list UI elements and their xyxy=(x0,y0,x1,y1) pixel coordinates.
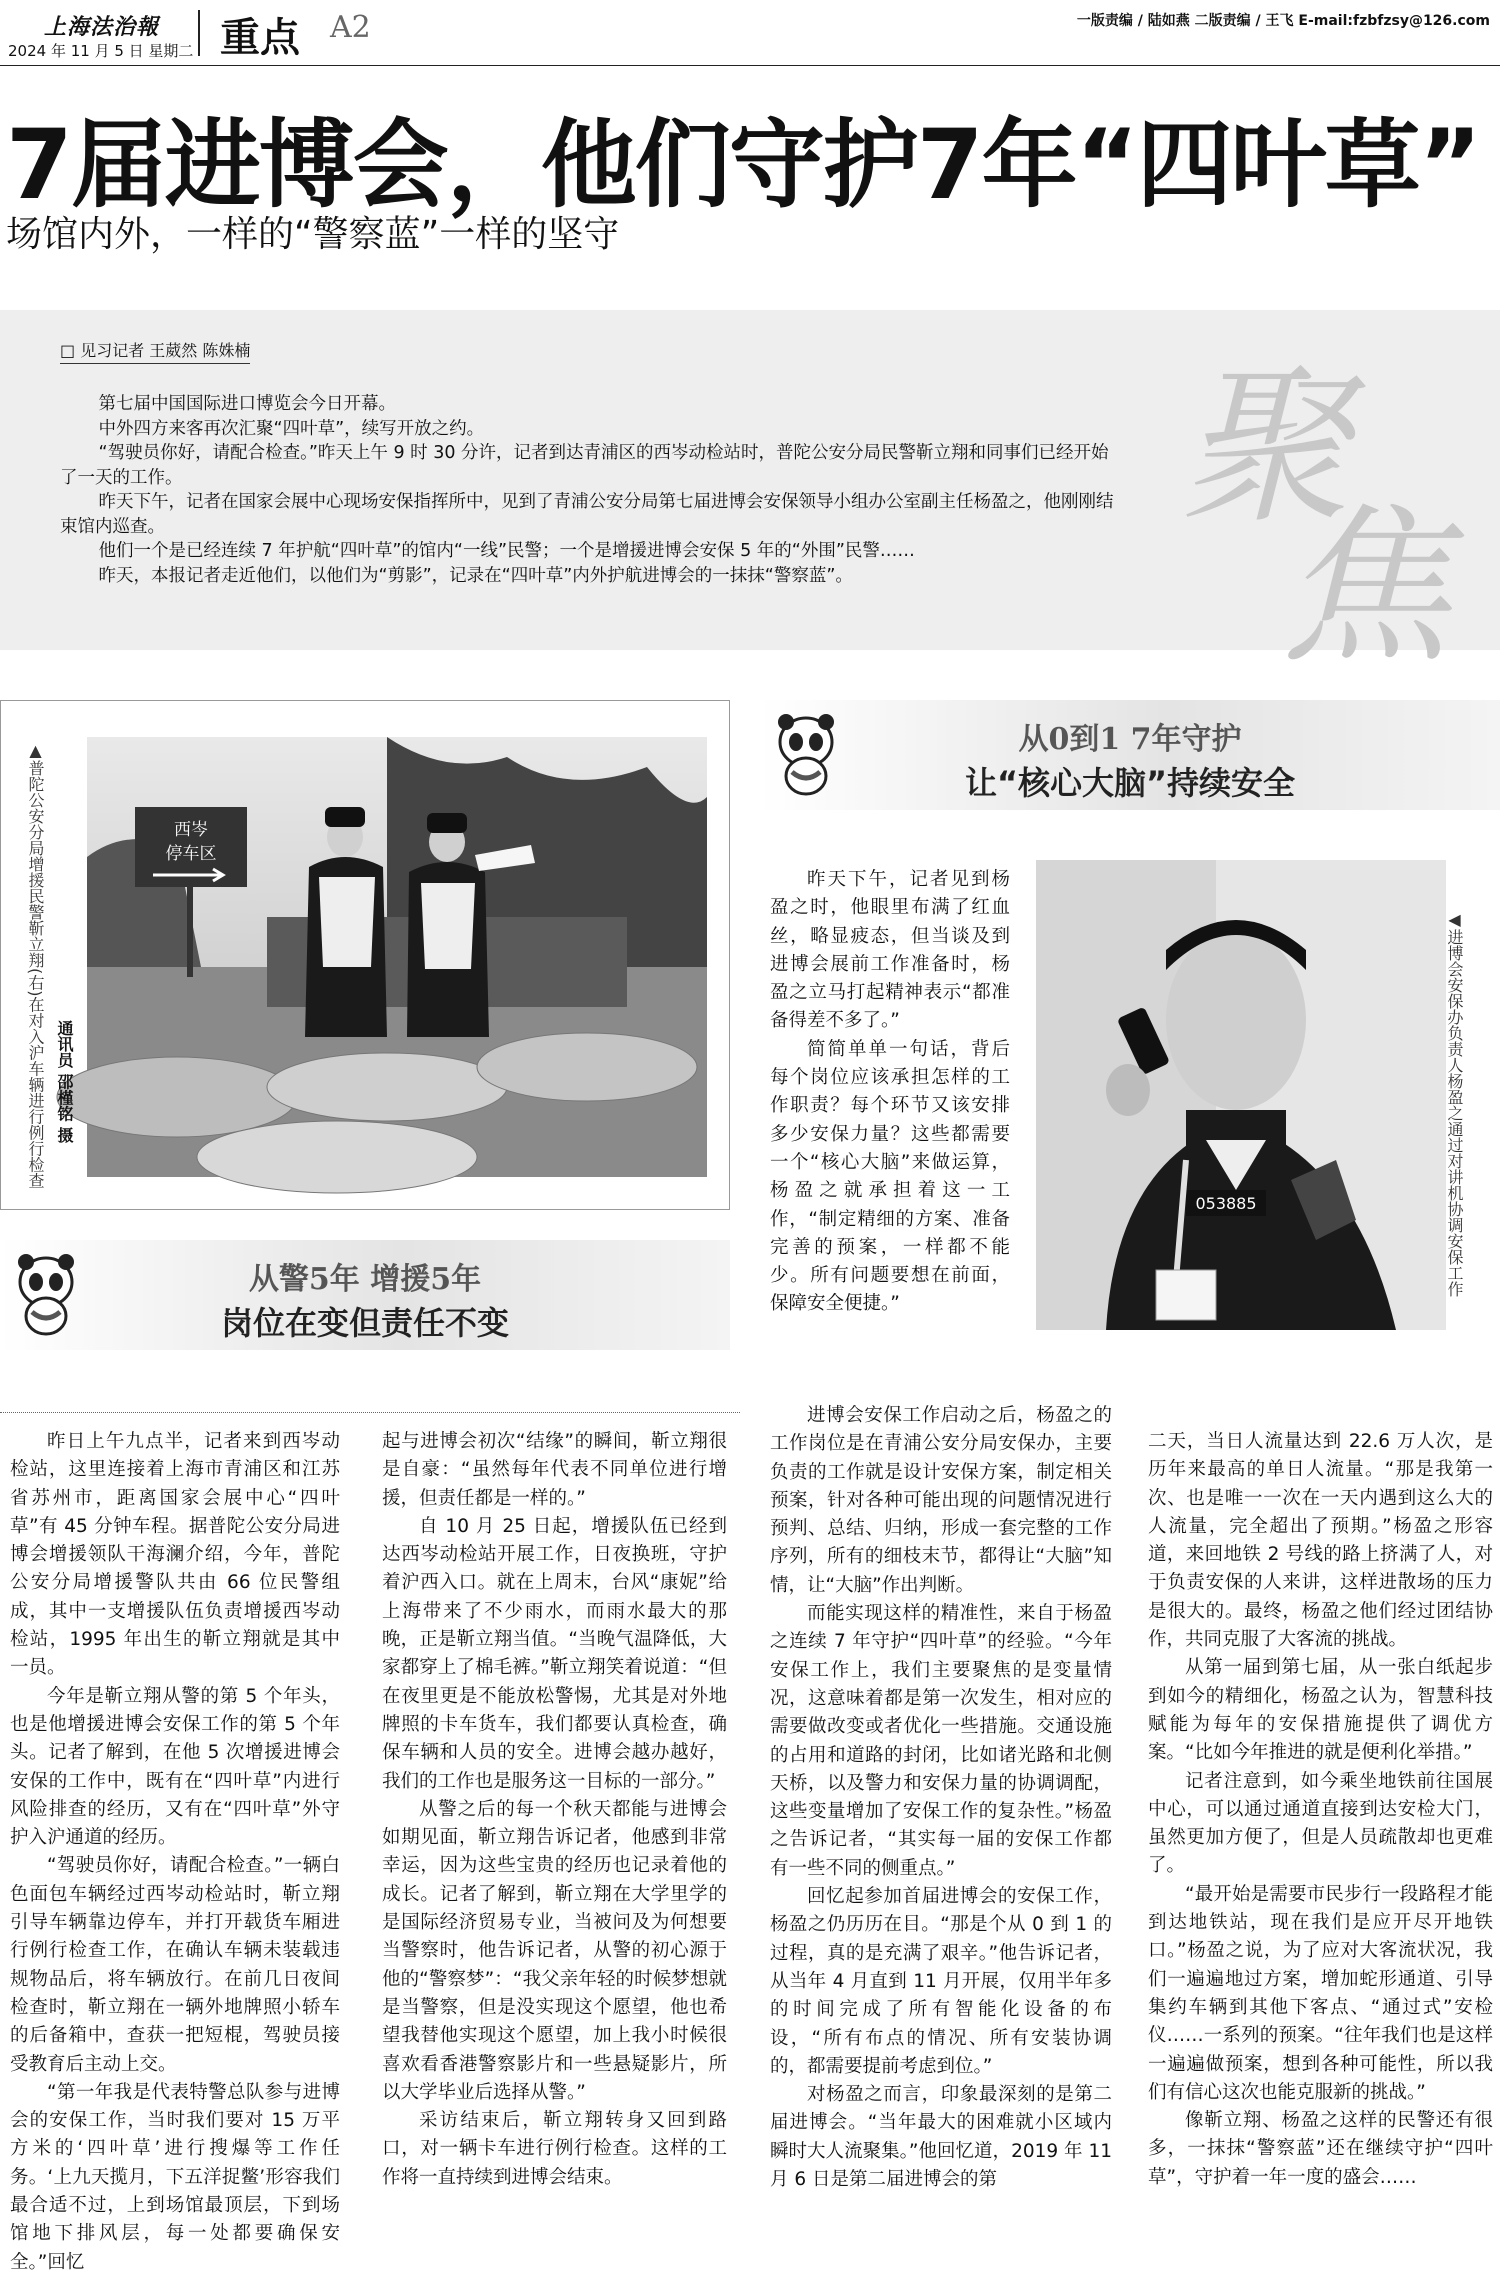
lead-paragraph: 中外四方来客再次汇聚“四叶草”，续写开放之约。 xyxy=(98,418,485,439)
body-paragraph: 进博会安保工作启动之后，杨盈之的工作岗位是在青浦公安分局安保办，主要负责的工作就是设计安保方案，制定相关预案，针对各种可能出现的问题情况进行预判、总结、归纳，形成一套完整的工作序列，所有的细枝末节，都得让“大脑”知情，让“大脑”作出判断。 xyxy=(770,1405,1112,1596)
article-column-3-top xyxy=(770,866,1010,1386)
body-paragraph: 昨日上午九点半，记者来到西岑动检站，这里连接着上海市青浦区和江苏省苏州市，距离国家会展中心“四叶草”有 45 分钟车程。据普陀公安分局进博会增援领队干海澜介绍，今年，普陀公安分局增援警队共由 66 位民警组成，其中一支增援队伍负责增援西岑动检站，1995 年出生的靳立翔就是其中一员。 xyxy=(10,1431,340,1679)
body-paragraph: 简简单单一句话，背后每个岗位应该承担怎样的工作职责？每个环节又该安排多少安保力量？这些都需要一个“核心大脑”来做运算，杨盈之就承担着这一工作，“制定精细的方案、准备完善的预案，一样都不能少。所有问题要想在前面，保障安全便捷。” xyxy=(770,1038,1010,1315)
lead-box xyxy=(0,310,1500,687)
body-paragraph: “最开始是需要市民步行一段路程才能到达地铁站，现在我们是应开尽开地铁口。”杨盈之说，为了应对大客流状况，我们一遍遍地过方案，增加蛇形通道、引导集约车辆到其他下客点、“通过式”安检仪……一系列的预案。“往年我们也是这样一遍遍做预案，想到各种可能性，所以我们有信心这次也能克服新的挑战。” xyxy=(1148,1883,1493,2103)
banner-subtitle: 让“核心大脑”持续安全 xyxy=(964,764,1296,802)
photo-caption: ◀进博会安保办负责人杨盈之通过对讲机协调安保工作 xyxy=(1445,910,1464,1297)
body-paragraph: 二天，当日人流量达到 22.6 万人次，是历年来最高的单日人流量。“那是我第一次、也是唯一一次在一天内遇到这么大的人流量，完全超出了预期。”杨盈之形容道，来回地铁 2 号线的路上挤满了人，对于负责安保的人来讲，这样进散场的压力是很大的。最终，杨盈之他们经过团结协作，共同克服了大客流的挑战。 xyxy=(1148,1431,1493,1651)
banner-subtitle: 岗位在变但责任不变 xyxy=(220,1304,509,1342)
body-paragraph: 像靳立翔、杨盈之这样的民警还有很多，一抹抹“警察蓝”还在继续守护“四叶草”，守护着一年一度的盛会…… xyxy=(1148,2110,1493,2188)
lead-paragraph: 昨天下午，记者在国家会展中心现场安保指挥所中，见到了青浦公安分局第七届进博会安保领导小组办公室副主任杨盈之，他刚刚结束馆内巡查。 xyxy=(60,492,1114,537)
body-paragraph: 今年是靳立翔从警的第 5 个年头，也是他增援进博会安保工作的第 5 个年头。记者了解到，在他 5 次增援进博会安保的工作中，既有在“四叶草”内进行风险排查的经历，又有在“四叶草”外守护入沪通道的经历。 xyxy=(10,1685,340,1849)
paper-name: 上海法治報 xyxy=(44,14,160,40)
headline: 7届进博会，他们守护7年“四叶草” xyxy=(6,109,1480,221)
sign-line: 停车区 xyxy=(165,844,217,864)
photo-commander-frame xyxy=(1030,860,1500,1400)
photo-credit: 通讯员 邵槿铭 摄 xyxy=(55,1020,74,1144)
subheadline: 场馆内外，一样的“警察蓝”一样的坚守 xyxy=(6,214,620,255)
body-paragraph: “驾驶员你好，请配合检查。”一辆白色面包车辆经过西岑动检站时，靳立翔引导车辆靠边停车，并打开载货车厢进行例行检查工作，在确认车辆未装载违规物品后，将车辆放行。在前几日夜间检查时，靳立翔在一辆外地牌照小轿车的后备箱中，查获一把短棍，驾驶员接受教育后主动上交。 xyxy=(10,1855,340,2075)
body-paragraph: 起与进博会初次“结缘”的瞬间，靳立翔很是自豪：“虽然每年代表不同单位进行增援，但责任都是一样的。” xyxy=(382,1431,727,1509)
section-banner-reinforcement xyxy=(0,1240,730,1350)
section-title: 重点 xyxy=(220,15,300,61)
lead-text xyxy=(60,392,1125,588)
article-column-4 xyxy=(1148,1428,1493,2243)
issue-date: 2024 年 11 月 5 日 星期二 xyxy=(8,42,194,60)
body-paragraph: 自 10 月 25 日起，增援队伍已经到达西岑动检站开展工作，日夜换班，守护着沪西入口。就在上周末，台风“康妮”给上海带来了不少雨水，而雨水最大的那晚，正是靳立翔当值。“当晚气温降低，大家都穿上了棉毛裤。”靳立翔笑着说道：“但在夜里更是不能放松警惕，尤其是对外地牌照的卡车货车，我们都要认真检查，确保车辆和人员的安全。进博会越办越好，我们的工作也是服务这一目标的一部分。” xyxy=(382,1515,727,1792)
body-paragraph: 回忆起参加首届进博会的安保工作，杨盈之仍历历在目。“那是个从 0 到 1 的过程，真的是充满了艰辛。”他告诉记者，从当年 4 月直到 11 月开展，仅用半年多的时间完成了所有智能化设备的布设，“所有布点的情况、所有安装协调的，都需要提前考虑到位。” xyxy=(770,1886,1112,2077)
divider xyxy=(0,1412,740,1413)
byline: □ 见习记者 王葳然 陈姝楠 xyxy=(60,338,250,364)
photo-checkpoint-frame xyxy=(0,700,730,1210)
sign-line: 西岑 xyxy=(174,820,208,840)
photo-checkpoint xyxy=(87,737,707,1177)
badge-number: 053885 xyxy=(1195,1194,1257,1213)
body-paragraph: 从第一届到第七届，从一张白纸起步到如今的精细化，杨盈之认为，智慧科技赋能为每年的安保措施提供了调优方案。“比如今年推进的就是便利化举措。” xyxy=(1148,1657,1493,1764)
body-paragraph: 对杨盈之而言，印象最深刻的是第二届进博会。“当年最大的困难就小区域内瞬时大人流聚集。”他回忆道，2019 年 11 月 6 日是第二届进博会的第 xyxy=(770,2084,1112,2191)
masthead xyxy=(0,0,1500,66)
page-number: A2 xyxy=(330,10,371,45)
body-paragraph: 昨天下午，记者见到杨盈之时，他眼里布满了红血丝，略显疲态，但当谈及到进博会展前工作准备时，杨盈之立马打起精神表示“都准备得差不多了。” xyxy=(770,869,1010,1032)
section-banner-core-brain xyxy=(760,700,1500,810)
article-column-1 xyxy=(10,1428,340,2273)
article-column-3 xyxy=(770,1402,1112,2242)
focus-glyph: 焦 xyxy=(1280,489,1451,687)
editor-credits: 一版责编 / 陆如燕 二版责编 / 王飞 E-mail:fzbfzsy@126.com xyxy=(1076,13,1490,29)
police-badge xyxy=(1186,1190,1266,1216)
body-paragraph: 采访结束后，靳立翔转身又回到路口，对一辆卡车进行例行检查。这样的工作将一直持续到进博会结束。 xyxy=(382,2110,727,2188)
lead-paragraph: 他们一个是已经连续 7 年护航“四叶草”的馆内“一线”民警；一个是增援进博会安保 5 年的“外围”民警…… xyxy=(98,541,915,561)
article-column-2 xyxy=(382,1428,727,2243)
focus-calligraphy xyxy=(1170,310,1470,687)
focus-glyph: 聚 xyxy=(1180,349,1351,547)
body-paragraph: 从警之后的每一个秋天都能与进博会如期见面，靳立翔告诉记者，他感到非常幸运，因为这些宝贵的经历也记录着他的成长。记者了解到，靳立翔在大学里学的是国际经济贸易专业，当被问及为何想要当警察时，他告诉记者，从警的初心源于他的“警察梦”：“我父亲年轻的时候梦想就是当警察，但是没实现这个愿望，他也希望我替他实现这个愿望，加上我小时候很喜欢看香港警察影片和一些悬疑影片，所以大学毕业后选择从警。” xyxy=(382,1798,727,2103)
lead-paragraph: 第七届中国国际进口博览会今日开幕。 xyxy=(98,394,396,414)
lead-paragraph: “驾驶员你好，请配合检查。”昨天上午 9 时 30 分许，记者到达青浦区的西岑动检站时，普陀公安分局民警靳立翔和同事们已经开始了一天的工作。 xyxy=(60,443,1109,488)
lead-paragraph: 昨天，本报记者走近他们，以他们为“剪影”，记录在“四叶草”内外护航进博会的一抹抹“警察蓝”。 xyxy=(98,565,853,586)
banner-title: 从警5年 增援5年 xyxy=(248,1262,482,1297)
body-paragraph: 而能实现这样的精准性，来自于杨盈之连续 7 年守护“四叶草”的经验。“今年安保工作上，我们主要聚焦的是变量情况，这意味着都是第一次发生，相对应的需要做改变或者优化一些措施。交通设施的占用和道路的封闭，比如诸光路和北侧天桥，以及警力和安保力量的协调调配，这些变量增加了安保工作的复杂性。”杨盈之告诉记者，“其实每一届的安保工作都有一些不同的侧重点。” xyxy=(770,1603,1112,1879)
masthead-divider xyxy=(198,10,200,56)
photo-caption: ▲普陀公安分局增援民警靳立翔(右)在对入沪车辆进行例行检查 xyxy=(26,741,45,1189)
banner-title: 从0到1 7年守护 xyxy=(1018,722,1242,757)
body-paragraph: 记者注意到，如今乘坐地铁前往国展中心，可以通过通道直接到达安检大门，虽然更加方便了，但是人员疏散却也更难了。 xyxy=(1148,1770,1493,1877)
body-paragraph: “第一年我是代表特警总队参与进博会的安保工作，当时我们要对 15 万平方米的‘四叶草’进行搜爆等工作任务。‘上九天揽月，下五洋捉鳖’形容我们最合适不过，上到场馆最顶层，下到场馆地下排风层，每一处都要确保安全。”回忆 xyxy=(10,2081,340,2273)
photo-commander xyxy=(1036,860,1446,1330)
